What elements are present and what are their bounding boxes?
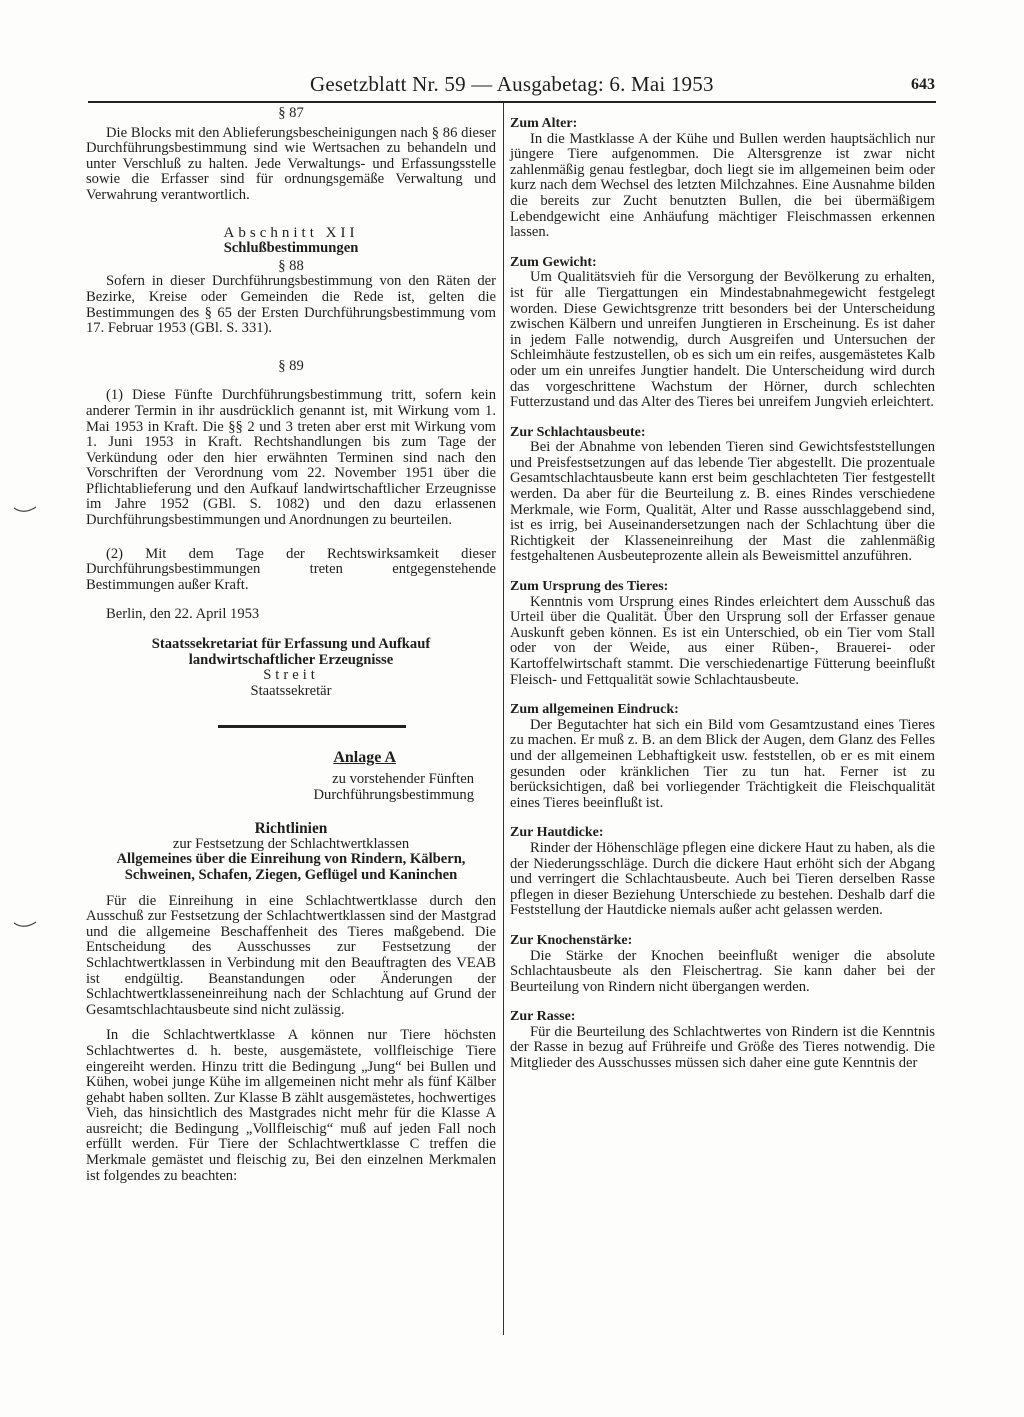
paragraph-87-text: Die Blocks mit den Ablieferungsbescheinigungen nach § 86 dieser Durchführungsbestimmung sind wie Wertsachen zu behandeln und unter Verschluß zu halten. Jede Verwaltungs- und Erfassungsstelle sowie die Erfasser sind für ordnungsgemäße Verwaltung und Verwahrung verantwortlich.: [86, 124, 496, 203]
section-title: Abschnitt XII: [223, 224, 359, 241]
signature-office-line-1: Staatssekretariat für Erfassung und Aufkauf: [151, 636, 431, 653]
anlage-subtitle-1: zu vorstehender Fünften: [332, 771, 474, 787]
signature-role: Staatssekretär: [250, 682, 332, 699]
header-title: Gesetzblatt Nr. 59 — Ausgabetag: 6. Mai 1953: [310, 72, 714, 96]
signature-office-line-2: landwirtschaftlicher Erzeugnisse: [188, 651, 394, 668]
page-header: [90, 72, 935, 100]
section-heading-hautdicke: Zur Hautdicke:: [510, 825, 604, 841]
separator-rule: [218, 725, 406, 728]
richtlinien-paragraph-1: Für die Einreihung in eine Schlachtwertklasse durch den Ausschuß zur Festsetzung der Schlachtwertklassen sind der Mastgrad und die allgemeine Beschaffenheit des Tieres maßgebend. Die Entscheidung des Ausschusses zur Festsetzung der Schlachtwertklassen in Verbindung mit den Beauftragten des VEAB ist endgültig. Beanstandungen oder Änderungen der Schlachtwertklasseneinreihung nach der Schlachtung auf Grund der Gesamtschlachtausbeute sind nicht zulässig.: [86, 892, 496, 1018]
richtlinien-title: Richtlinien: [254, 820, 328, 838]
paragraph-89-text-2: (2) Mit dem Tage der Rechtswirksamkeit dieser Durchführungsbestimmungen treten entgegenstehende Bestimmungen außer Kraft.: [86, 545, 496, 593]
section-heading-eindruck: Zum allgemeinen Eindruck:: [510, 702, 679, 718]
right-column: [510, 104, 935, 1072]
section-heading-gewicht: Zum Gewicht:: [510, 254, 597, 270]
anlage-title: Anlage A: [333, 749, 396, 767]
section-text-rasse: Für die Beurteilung des Schlachtwertes von Rindern ist die Kenntnis der Rasse in bezug auf Frühreife und Größe des Tieres notwendig. Die Mitglieder des Ausschusses müssen sich daher eine gute Kenntnis der: [510, 1023, 935, 1072]
left-column: [86, 104, 496, 1184]
section-text-gewicht: Um Qualitätsvieh für die Versorgung der Bevölkerung zu erhalten, ist für alle Tiergattungen ein Mindestabnahmegewicht festgelegt worden. Diese Gewichtsgrenze tritt besonders bei der Unterscheidung zwischen Kälbern und unreifen Jungtieren in Erscheinung. Es ist daher in jedem Falle notwendig, durch Ausgreifen und Untersuchen der Schleimhäute festzustellen, ob es sich um ein reifes, ausgemästetes Kalb oder um ein unreifes Jungtier handelt. Die Unterscheidung wird durch das vorgeschrittene Wachstum der Hörner, durch schlechten Futterzustand und das Alter des Tieres bei unreifem Jungvieh erleichtert.: [510, 269, 935, 411]
page-number: 643: [911, 76, 935, 93]
paragraph-89-mark: § 89: [278, 357, 304, 374]
section-text-eindruck: Der Begutachter hat sich ein Bild vom Gesamtzustand eines Tieres zu machen. Er muß z. B. an dem Blick der Augen, dem Glanz des Felles und der allgemeinen Lebhaftigkeit usw. feststellen, ob er es mit einem gesunden oder kränklichen Tier zu tun hat. Ferner ist zu berücksichtigen, daß bei vorliegender Trächtigkeit die Fleischqualität eines Tieres beeinflußt ist.: [510, 716, 935, 811]
section-text-alter: In die Mastklasse A der Kühe und Bullen werden hauptsächlich nur jüngere Tiere aufgenommen. Die Altersgrenze ist zwar nicht zahlenmäßig genau festlegbar, doch liegt sie im allgemeinen beim oder kurz nach dem Wechsel des letzten Milchzahnes. Eine Ausnahme bilden die bereits zur Zucht benutzten Bullen, die bei übermäßigem Lebendgewicht eine Anhäufung mächtiger Fleischmassen erkennen lassen.: [510, 130, 935, 241]
margin-tick-icon: [12, 920, 38, 930]
section-heading-rasse: Zur Rasse:: [510, 1009, 576, 1025]
section-text-ursprung: Kenntnis vom Ursprung eines Rindes erleichtert dem Ausschuß das Urteil über die Qualität. Über den Ursprung soll der Erfasser genaue Auskunft geben können. Es ist ein Unterschied, ob ein Tier vom Stall oder von der Weide, aus einer Rüben-, Brauerei- oder Kartoffelwirtschaft stammt. Die verschiedenartige Fütterung beeinflußt Fleisch- und Fettqualität sowie Schlachtausbeute.: [510, 593, 935, 688]
richtlinien-heading: Allgemeines über die Einreihung von Rindern, Kälbern, Schweinen, Schafen, Ziegen, Geflügel und Kaninchen: [116, 851, 466, 883]
anlage-subtitle-2: Durchführungsbestimmung: [313, 786, 474, 803]
place-date: Berlin, den 22. April 1953: [106, 606, 260, 623]
signature-block: [86, 637, 496, 699]
section-heading-knochenstaerke: Zur Knochenstärke:: [510, 932, 633, 948]
section-text-schlachtausbeute: Bei der Abnahme von lebenden Tieren sind Gewichtsfeststellungen und Preisfestsetzungen auf das lebende Tier abgestellt. Die prozentuale Gesamtschlachtausbeute kann erst beim geschlachteten Tier festgestellt werden. Da aber für die Beurteilung z. B. eines Rindes verschiedene Merkmale, wie Form, Qualität, Alter und Rasse ausschlaggebend sind, ist es irrig, bei Auseinandersetzungen nach der Schlachtung über die Richtigkeit der Klasseneinreihung der Mast die zahlenmäßig festgehaltenen Ausbeuteprozente allein als Beweismittel anzuführen.: [510, 439, 935, 565]
richtlinien-subtitle: zur Festsetzung der Schlachtwertklassen: [172, 835, 410, 852]
section-heading-ursprung: Zum Ursprung des Tieres:: [510, 579, 669, 595]
section-heading-schlachtausbeute: Zur Schlachtausbeute:: [510, 424, 646, 440]
paragraph-88-mark: § 88: [278, 257, 304, 274]
section-subtitle: Schlußbestimmungen: [223, 240, 359, 257]
paragraph-87-mark: § 87: [278, 105, 304, 121]
signature-name: Streit: [263, 667, 319, 684]
paragraph-89-text-1: (1) Diese Fünfte Durchführungsbestimmung tritt, sofern kein anderer Termin in ihr ausdrücklich genannt ist, mit Wirkung vom 1. Mai 1953 in Kraft. Die §§ 2 und 3 treten aber erst mit Wirkung vom 1. Juni 1953 in Kraft. Rechtshandlungen bis zum Tage der Verkündung oder den hier erwähnten Terminen sind nach den Vorschriften der Verordnung vom 22. November 1951 über die Pflichtablieferung und den Aufkauf landwirtschaftlicher Erzeugnisse im Jahre 1952 (GBl. S. 1082) und den dazu erlassenen Durchführungsbestimmungen und Anordnungen zu beurteilen.: [86, 387, 496, 529]
margin-tick-icon: [12, 505, 38, 515]
section-heading-alter: Zum Alter:: [510, 116, 578, 131]
column-divider: [503, 103, 504, 1335]
section-text-hautdicke: Rinder der Höhenschläge pflegen eine dickere Haut zu haben, als die der Niederungsschläge. Durch die dickere Haut erhöht sich der Abgang und verringert die Schlachtausbeute. Auch bei Tieren derselben Rasse pflegen in dieser Beziehung Unterschiede zu bestehen. Deshalb darf die Feststellung der Hautdicke niemals außer acht gelassen werden.: [510, 839, 935, 919]
section-text-knochenstaerke: Die Stärke der Knochen beeinflußt weniger die absolute Schlachtausbeute als den Fleischertrag. Sie kann daher bei der Beurteilung von Rindern nicht übergangen werden.: [510, 947, 935, 995]
header-rule: [88, 101, 936, 103]
richtlinien-paragraph-2: In die Schlachtwertklasse A können nur Tiere höchsten Schlachtwertes d. h. beste, ausgemästete, vollfleischige Tiere eingereiht werden. Hinzu tritt die Bedingung „Jung“ bei Bullen und Kühen, wobei junge Kühe im allgemeinen nicht mehr als fünf Kälber gehabt haben sollten. Zur Klasse B zählt ausgemästetes, hochwertiges Vieh, das hinsichtlich des Mastgrades nicht mehr für die Klasse A ausreicht; die Bedingung „Vollfleischig“ muß auf jeden Fall noch erfüllt werden. Für Tiere der Schlachtwertklasse C treffen die Merkmale gemästet und fleischig zu, Bei den einzelnen Merkmalen ist folgendes zu beachten:: [86, 1027, 496, 1184]
paragraph-88-text: Sofern in dieser Durchführungsbestimmung von den Räten der Bezirke, Kreise oder Gemeinden die Rede ist, gelten die Bestimmungen des § 65 der Ersten Durchführungsbestimmung vom 17. Februar 1953 (GBl. S. 331).: [86, 273, 496, 337]
